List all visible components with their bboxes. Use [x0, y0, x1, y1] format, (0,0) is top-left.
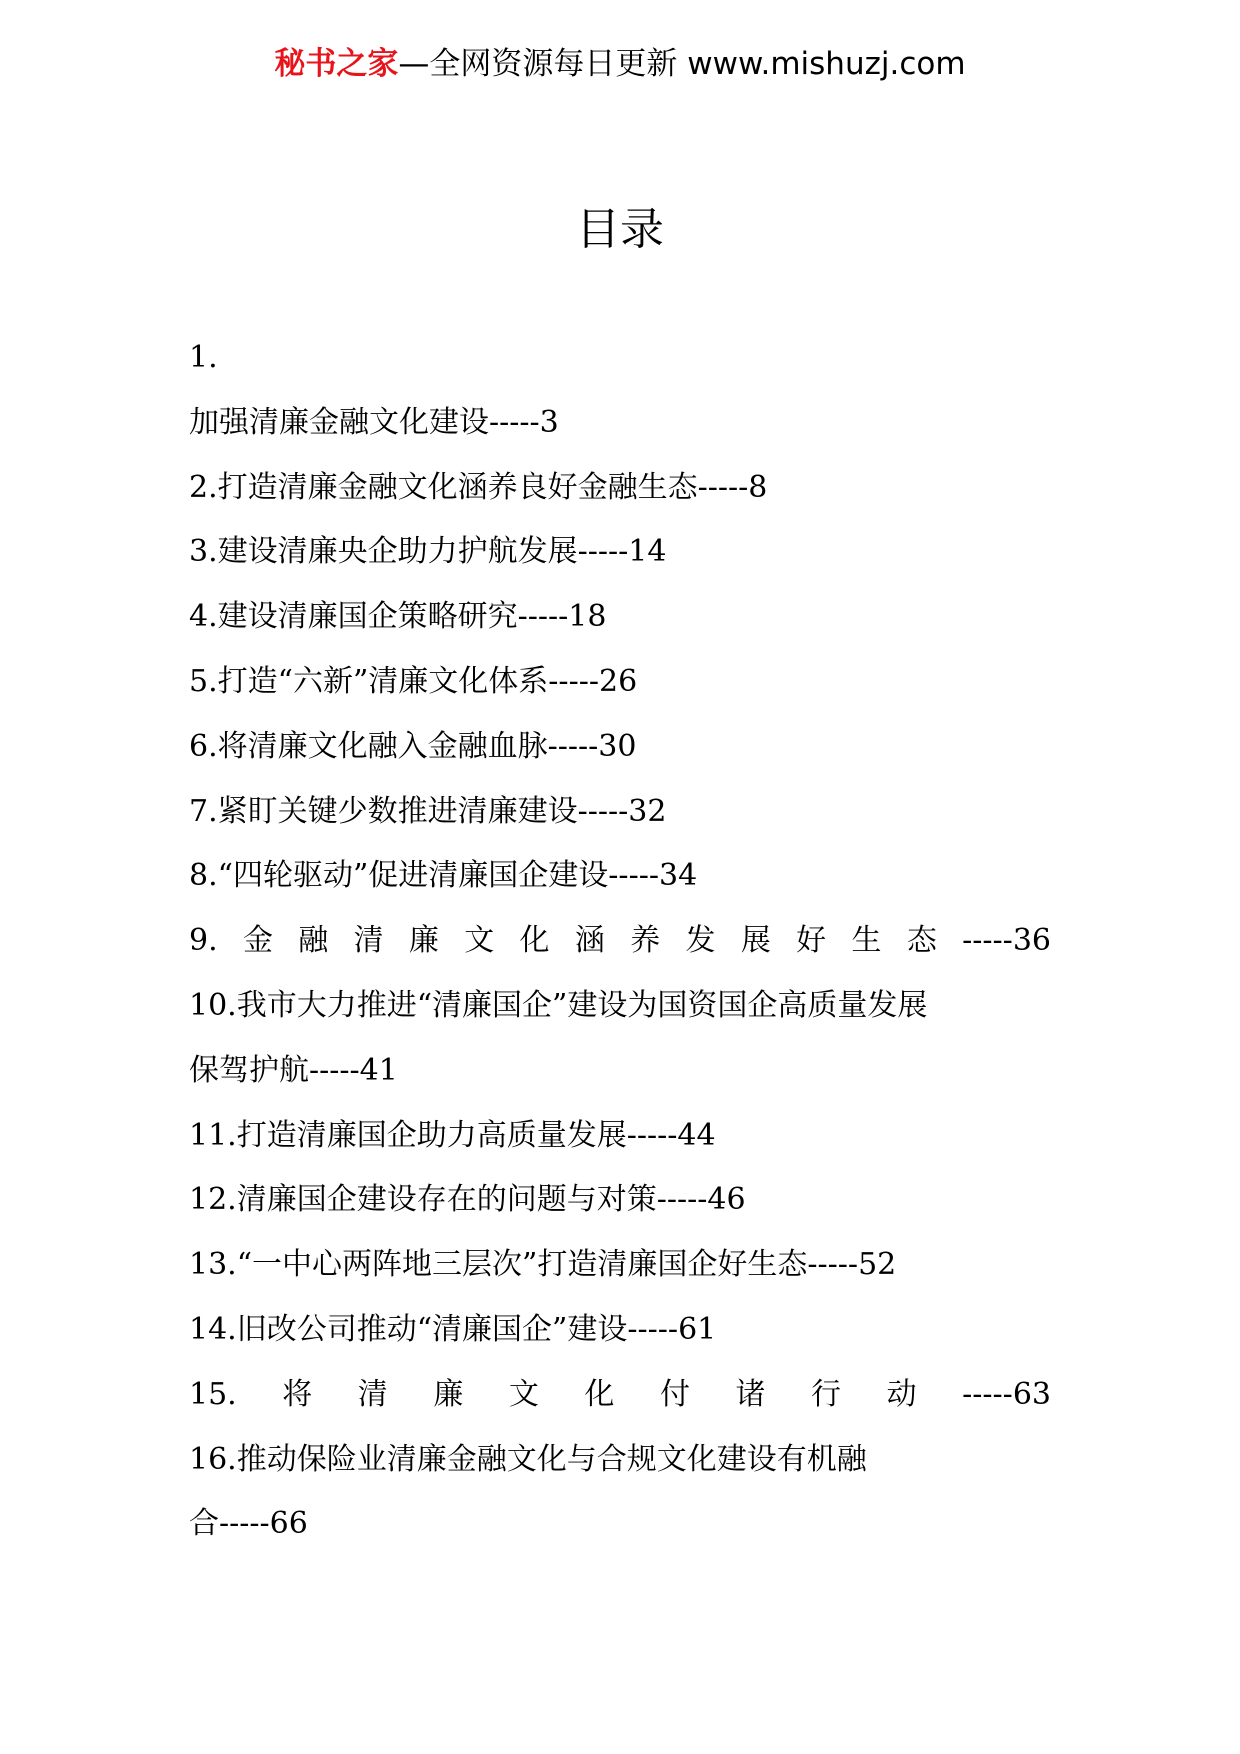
toc-line: 14.旧改公司推动“清廉国企”建设-----61 — [189, 1311, 717, 1347]
toc-line: 3.建设清廉央企助力护航发展-----14 — [189, 534, 667, 570]
toc-line: 保驾护航-----41 — [189, 1052, 398, 1088]
toc-line: 6.将清廉文化融入金融血脉-----30 — [189, 728, 637, 764]
toc-line: 合-----66 — [189, 1506, 308, 1542]
page-title: 目录 — [576, 204, 664, 255]
toc-line: 13.“一中心两阵地三层次”打造清廉国企好生态-----52 — [189, 1247, 897, 1283]
toc-line: 8.“四轮驱动”促进清廉国企建设-----34 — [189, 858, 698, 894]
brand-name: 秘书之家 — [274, 46, 399, 82]
site-header — [0, 42, 1240, 86]
toc-line: 2.打造清廉金融文化涵养良好金融生态-----8 — [189, 469, 768, 505]
table-of-contents — [189, 326, 1051, 1557]
toc-line: 15.将清廉文化付诸行动-----63 — [189, 1376, 1051, 1412]
toc-line: 7.紧盯关键少数推进清廉建设-----32 — [189, 793, 667, 829]
toc-line: 10.我市大力推进“清廉国企”建设为国资国企高质量发展 — [189, 987, 928, 1023]
header-slogan: —全网资源每日更新 www.mishuzj.com — [398, 46, 966, 82]
toc-line: 4.建设清廉国企策略研究-----18 — [189, 599, 607, 635]
toc-line: 1. — [189, 340, 218, 375]
toc-line: 12.清廉国企建设存在的问题与对策-----46 — [189, 1182, 746, 1218]
toc-line: 16.推动保险业清廉金融文化与合规文化建设有机融 — [189, 1441, 867, 1477]
toc-line: 加强清廉金融文化建设-----3 — [189, 404, 559, 440]
toc-line: 5.打造“六新”清廉文化体系-----26 — [189, 663, 638, 699]
toc-line: 11.打造清廉国企助力高质量发展-----44 — [189, 1117, 716, 1153]
toc-line: 9.金融清廉文化涵养发展好生态-----36 — [189, 923, 1051, 959]
